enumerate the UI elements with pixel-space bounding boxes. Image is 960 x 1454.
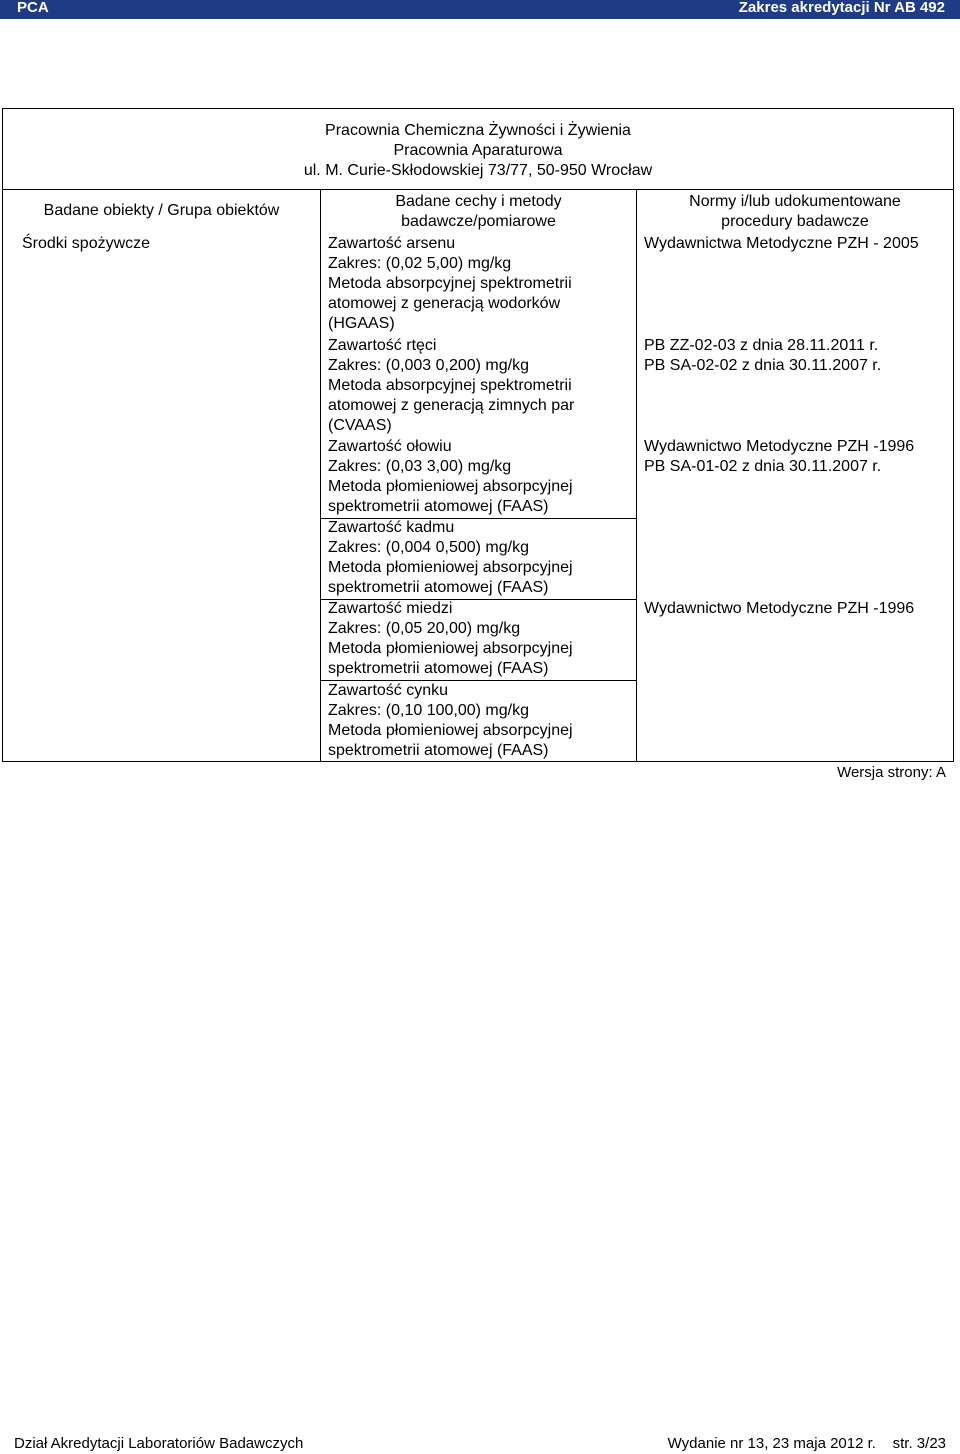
norms-copper: Wydawnictwo Metodyczne PZH -1996	[644, 600, 915, 617]
object-group: Środki spożywcze	[22, 235, 151, 252]
method-zinc: Zawartość cynku Zakres: (0,10 100,00) mg/kg Metoda płomieniowej absorpcyjnej spektrometrii atomowej (FAAS)	[328, 682, 573, 759]
method-mercury: Zawartość rtęci Zakres: (0,003 0,200) mg/kg Metoda absorpcyjnej spektrometrii atomowej z generacją zimnych par (CVAAS)	[328, 337, 575, 434]
lab-address: ul. M. Curie-Skłodowskiej 73/77, 50-950 Wrocław	[303, 162, 653, 179]
column-divider-1	[320, 189, 321, 761]
method-cadmium: Zawartość kadmu Zakres: (0,004 0,500) mg/kg Metoda płomieniowej absorpcyjnej spektrometrii atomowej (FAAS)	[328, 519, 573, 596]
column-header-objects: Badane obiekty / Grupa obiektów	[43, 202, 280, 219]
norms-lead: Wydawnictwo Metodyczne PZH -1996 PB SA-01-02 z dnia 30.11.2007 r.	[644, 438, 915, 475]
page-version: Wersja strony: A	[837, 764, 946, 781]
method-copper: Zawartość miedzi Zakres: (0,05 20,00) mg/kg Metoda płomieniowej absorpcyjnej spektrometrii atomowej (FAAS)	[328, 600, 573, 677]
lab-name-2: Pracownia Aparaturowa	[393, 142, 563, 159]
accreditation-table	[2, 108, 954, 762]
column-divider-2	[636, 189, 637, 761]
heading-divider	[3, 189, 953, 190]
norms-mercury: PB ZZ-02-03 z dnia 28.11.2011 r. PB SA-02-02 z dnia 30.11.2007 r.	[644, 337, 882, 374]
footer-edition: Wydanie nr 13, 23 maja 2012 r. str. 3/23	[667, 1435, 946, 1452]
method-arsenic: Zawartość arsenu Zakres: (0,02 5,00) mg/kg Metoda absorpcyjnej spektrometrii atomowej z generacją wodorków (HGAAS)	[328, 235, 572, 332]
column-header-features: Badane cechy i metody badawcze/pomiarowe	[395, 193, 562, 230]
norms-arsenic: Wydawnictwa Metodyczne PZH - 2005	[644, 235, 919, 252]
lab-name-1: Pracownia Chemiczna Żywności i Żywienia	[325, 122, 631, 139]
method-lead: Zawartość ołowiu Zakres: (0,03 3,00) mg/kg Metoda płomieniowej absorpcyjnej spektrometrii atomowej (FAAS)	[328, 438, 573, 515]
lab-heading	[3, 121, 953, 181]
org-abbrev: PCA	[17, 0, 49, 16]
column-header-norms: Normy i/lub udokumentowane procedury badawcze	[689, 193, 901, 230]
document-title: Zakres akredytacji Nr AB 492	[738, 0, 945, 16]
footer-department: Dział Akredytacji Laboratoriów Badawczych	[14, 1435, 304, 1452]
page-header-bar	[0, 0, 960, 19]
